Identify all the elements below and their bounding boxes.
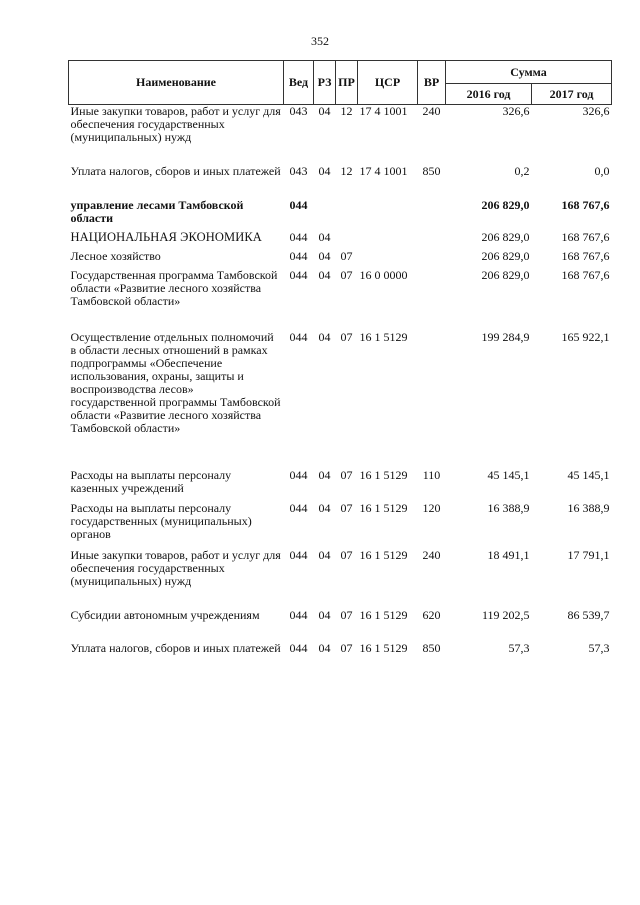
header-csr: ЦСР bbox=[358, 61, 418, 105]
table-row bbox=[69, 165, 612, 199]
row-pr: 07 bbox=[340, 267, 353, 282]
row-name: Иные закупки товаров, работ и услуг для обеспечения государственных (муниципальных) нужд bbox=[70, 104, 281, 144]
row-csr: 16 1 5129 bbox=[359, 467, 408, 482]
row-2017: 16 388,9 bbox=[567, 500, 610, 515]
row-rz bbox=[314, 199, 336, 231]
row-rz: 04 bbox=[318, 248, 331, 263]
table-row bbox=[69, 609, 612, 642]
table-row bbox=[69, 549, 612, 609]
row-pr: 12 bbox=[340, 163, 353, 178]
row-rz: 04 bbox=[318, 500, 331, 515]
row-name: Осуществление отдельных полномочий в области лесных отношений в рамках подпрограммы «Обеспечение использования, охраны, защиты и воспроизводства лесов» государственной программы Тамбовской области «Развитие лесного хозяйства Тамбовской области» bbox=[70, 329, 281, 435]
table-row bbox=[69, 105, 612, 165]
row-vr bbox=[418, 231, 446, 250]
row-2017: 168 767,6 bbox=[561, 229, 610, 244]
table-row bbox=[69, 469, 612, 502]
row-csr bbox=[358, 199, 418, 231]
row-vr: 850 bbox=[422, 163, 441, 178]
row-name: Субсидии автономным учреждениям bbox=[70, 607, 260, 622]
row-csr: 17 4 1001 bbox=[359, 163, 408, 178]
row-2017: 165 922,1 bbox=[561, 329, 610, 344]
header-2017: 2017 год bbox=[532, 84, 612, 105]
header-vr: ВР bbox=[418, 61, 446, 105]
header-sum: Сумма bbox=[446, 61, 612, 84]
row-csr: 16 1 5129 bbox=[359, 547, 408, 562]
header-name: Наименование bbox=[69, 61, 284, 105]
row-name: Уплата налогов, сборов и иных платежей bbox=[70, 163, 281, 178]
row-2017: 86 539,7 bbox=[567, 607, 610, 622]
row-name: Лесное хозяйство bbox=[70, 248, 161, 263]
row-pr bbox=[336, 199, 358, 231]
row-csr: 17 4 1001 bbox=[359, 104, 408, 118]
row-2017: 168 767,6 bbox=[561, 197, 610, 212]
row-vr bbox=[418, 250, 446, 269]
row-2016: 119 202,5 bbox=[481, 607, 530, 622]
row-rz: 04 bbox=[318, 547, 331, 562]
header-2016: 2016 год bbox=[446, 84, 532, 105]
row-ved: 044 bbox=[289, 267, 308, 282]
row-vr bbox=[418, 331, 446, 469]
row-vr: 620 bbox=[422, 607, 441, 622]
row-ved: 044 bbox=[289, 248, 308, 263]
table-row bbox=[69, 231, 612, 250]
row-ved: 044 bbox=[289, 547, 308, 562]
page-number: 352 bbox=[311, 34, 329, 48]
row-vr: 110 bbox=[422, 467, 441, 482]
row-csr: 16 1 5129 bbox=[359, 329, 408, 344]
row-2016: 0,2 bbox=[514, 163, 530, 178]
row-2016: 206 829,0 bbox=[481, 267, 530, 282]
row-vr bbox=[418, 199, 446, 231]
row-ved: 044 bbox=[289, 229, 308, 244]
row-2016: 206 829,0 bbox=[481, 229, 530, 244]
row-name: Уплата налогов, сборов и иных платежей bbox=[70, 640, 281, 655]
row-name: управление лесами Тамбовской области bbox=[70, 197, 244, 225]
row-pr: 07 bbox=[340, 329, 353, 344]
row-ved: 044 bbox=[289, 197, 308, 212]
row-pr: 07 bbox=[340, 547, 353, 562]
row-rz: 04 bbox=[318, 229, 331, 244]
row-2016: 199 284,9 bbox=[481, 329, 530, 344]
row-2016: 206 829,0 bbox=[481, 248, 530, 263]
table-row bbox=[69, 331, 612, 469]
header-rz: РЗ bbox=[314, 61, 336, 105]
row-rz: 04 bbox=[318, 467, 331, 482]
row-2016: 326,6 bbox=[502, 104, 530, 118]
row-2017: 17 791,1 bbox=[567, 547, 610, 562]
row-pr: 07 bbox=[340, 607, 353, 622]
row-rz: 04 bbox=[318, 329, 331, 344]
row-2017: 168 767,6 bbox=[561, 267, 610, 282]
header-pr: ПР bbox=[336, 61, 358, 105]
row-vr: 240 bbox=[422, 547, 441, 562]
table-row bbox=[69, 269, 612, 331]
row-pr: 12 bbox=[340, 104, 353, 118]
row-csr: 16 1 5129 bbox=[359, 640, 408, 655]
row-2016: 206 829,0 bbox=[481, 197, 530, 212]
row-name: Иные закупки товаров, работ и услуг для обеспечения государственных (муниципальных) нужд bbox=[70, 547, 281, 588]
row-rz: 04 bbox=[318, 104, 331, 118]
row-2016: 57,3 bbox=[508, 640, 530, 655]
row-ved: 044 bbox=[289, 329, 308, 344]
row-ved: 044 bbox=[289, 500, 308, 515]
row-name: Государственная программа Тамбовской области «Развитие лесного хозяйства Тамбовской области» bbox=[70, 267, 278, 308]
table-row bbox=[69, 199, 612, 231]
table-row bbox=[69, 250, 612, 269]
row-name: Расходы на выплаты персоналу казенных учреждений bbox=[70, 467, 232, 495]
row-2017: 168 767,6 bbox=[561, 248, 610, 263]
row-csr: 16 1 5129 bbox=[359, 607, 408, 622]
row-name: Расходы на выплаты персоналу государственных (муниципальных) органов bbox=[70, 500, 252, 541]
row-csr: 16 0 0000 bbox=[359, 267, 408, 282]
row-csr bbox=[358, 231, 418, 250]
row-2016: 16 388,9 bbox=[487, 500, 530, 515]
row-pr: 07 bbox=[340, 467, 353, 482]
table-row bbox=[69, 642, 612, 676]
row-rz: 04 bbox=[318, 607, 331, 622]
row-name: НАЦИОНАЛЬНАЯ ЭКОНОМИКА bbox=[70, 229, 262, 244]
row-rz: 04 bbox=[318, 163, 331, 178]
row-ved: 044 bbox=[289, 467, 308, 482]
row-csr: 16 1 5129 bbox=[359, 500, 408, 515]
row-ved: 043 bbox=[289, 104, 308, 118]
row-vr: 850 bbox=[422, 640, 441, 655]
row-vr: 240 bbox=[422, 104, 441, 118]
row-pr: 07 bbox=[340, 500, 353, 515]
row-2016: 45 145,1 bbox=[487, 467, 530, 482]
row-ved: 044 bbox=[289, 607, 308, 622]
budget-table bbox=[68, 60, 612, 676]
row-pr bbox=[336, 231, 358, 250]
row-2016: 18 491,1 bbox=[487, 547, 530, 562]
row-2017: 45 145,1 bbox=[567, 467, 610, 482]
row-rz: 04 bbox=[318, 640, 331, 655]
row-csr bbox=[358, 250, 418, 269]
row-vr bbox=[418, 269, 446, 331]
row-2017: 57,3 bbox=[588, 640, 610, 655]
table-row bbox=[69, 502, 612, 549]
row-ved: 044 bbox=[289, 640, 308, 655]
row-vr: 120 bbox=[422, 500, 441, 515]
header-ved: Вед bbox=[284, 61, 314, 105]
row-rz: 04 bbox=[318, 267, 331, 282]
row-ved: 043 bbox=[289, 163, 308, 178]
row-2017: 0,0 bbox=[594, 163, 610, 178]
row-2017: 326,6 bbox=[582, 104, 610, 118]
row-pr: 07 bbox=[340, 248, 353, 263]
row-pr: 07 bbox=[340, 640, 353, 655]
